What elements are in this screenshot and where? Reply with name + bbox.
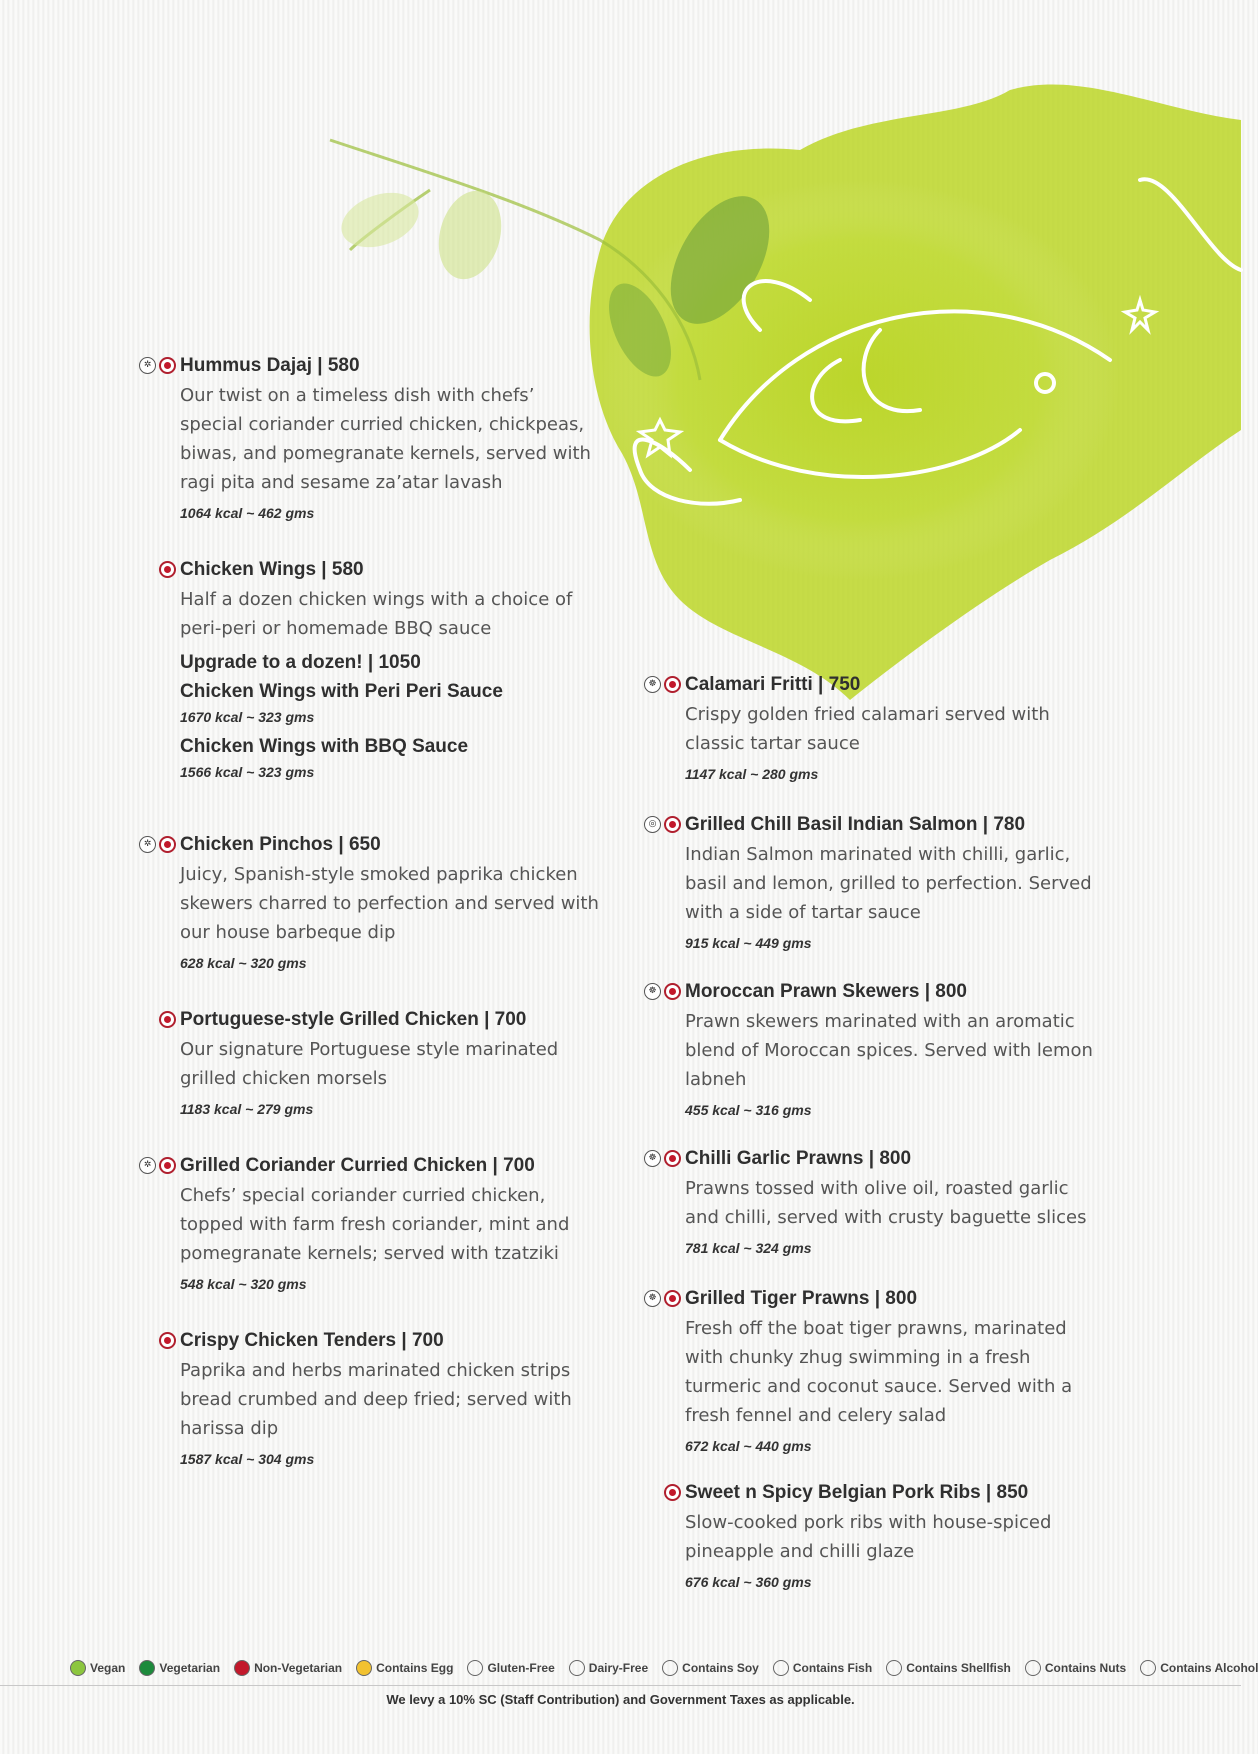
item-description: Crispy golden fried calamari served with classic tartar sauce bbox=[685, 704, 1050, 754]
wheat-icon bbox=[467, 1660, 483, 1676]
wheat-icon: ✲ bbox=[139, 357, 156, 374]
green-watercolor-glow bbox=[600, 180, 1120, 580]
item-title: Hummus Dajaj | 580 bbox=[180, 355, 360, 376]
menu-item-moroccan-prawn-skewers bbox=[648, 980, 1095, 1120]
item-nutrition: 1670 kcal ~ 323 gms bbox=[180, 709, 315, 725]
non-veg-icon bbox=[664, 1150, 681, 1167]
item-title: Sweet n Spicy Belgian Pork Ribs | 850 bbox=[685, 1482, 1029, 1503]
item-description: Our signature Portuguese style marinated grilled chicken morsels bbox=[180, 1039, 559, 1089]
item-description: Paprika and herbs marinated chicken strips bread crumbed and deep fried; served with harissa dip bbox=[180, 1360, 572, 1439]
menu-item-chicken-tenders bbox=[180, 1329, 600, 1469]
menu-item-chilli-garlic-prawns bbox=[648, 1147, 1095, 1258]
item-nutrition: 1587 kcal ~ 304 gms bbox=[180, 1451, 315, 1467]
wheat-icon: ✲ bbox=[139, 836, 156, 853]
item-nutrition: 1566 kcal ~ 323 gms bbox=[180, 764, 315, 780]
shellfish-icon: ☸ bbox=[644, 1150, 661, 1167]
item-variant-peri-peri: Chicken Wings with Peri Peri Sauce bbox=[180, 681, 503, 702]
fish-icon bbox=[773, 1660, 789, 1676]
menu-item-hummus-dajaj bbox=[143, 354, 600, 523]
item-upgrade-option: Upgrade to a dozen! | 1050 bbox=[180, 652, 421, 673]
menu-item-grilled-tiger-prawns bbox=[648, 1287, 1095, 1456]
legend-vegan: Vegan bbox=[70, 1660, 125, 1676]
menu-item-calamari-fritti bbox=[648, 673, 1095, 784]
milk-icon bbox=[569, 1660, 585, 1676]
shellfish-icon: ☸ bbox=[644, 676, 661, 693]
non-veg-icon bbox=[664, 983, 681, 1000]
item-title: Crispy Chicken Tenders | 700 bbox=[180, 1330, 444, 1351]
non-veg-icon bbox=[159, 1011, 176, 1028]
non-veg-icon bbox=[234, 1660, 250, 1676]
item-nutrition: 672 kcal ~ 440 gms bbox=[685, 1438, 812, 1454]
item-description: Indian Salmon marinated with chilli, garlic, basil and lemon, grilled to perfection. Served with a side of tartar sauce bbox=[685, 844, 1092, 923]
menu-item-belgian-pork-ribs bbox=[685, 1481, 1095, 1592]
item-title: Calamari Fritti | 750 bbox=[685, 674, 861, 695]
item-title: Grilled Chill Basil Indian Salmon | 780 bbox=[685, 814, 1026, 835]
egg-icon bbox=[356, 1660, 372, 1676]
item-description: Fresh off the boat tiger prawns, marinated with chunky zhug swimming in a fresh turmeric and coconut sauce. Served with a fresh fennel and celery salad bbox=[685, 1318, 1073, 1426]
menu-item-chicken-wings bbox=[180, 558, 600, 782]
non-veg-icon bbox=[159, 357, 176, 374]
non-veg-icon bbox=[664, 816, 681, 833]
non-veg-icon bbox=[664, 676, 681, 693]
item-title: Grilled Coriander Curried Chicken | 700 bbox=[180, 1155, 535, 1176]
item-nutrition: 628 kcal ~ 320 gms bbox=[180, 955, 307, 971]
item-description: Juicy, Spanish-style smoked paprika chicken skewers charred to perfection and served with our house barbeque dip bbox=[180, 864, 599, 943]
menu-item-indian-salmon bbox=[648, 813, 1095, 953]
item-nutrition: 1147 kcal ~ 280 gms bbox=[685, 766, 819, 782]
item-title: Portuguese-style Grilled Chicken | 700 bbox=[180, 1009, 527, 1030]
item-title: Chicken Wings | 580 bbox=[180, 559, 364, 580]
legend-fish: Contains Fish bbox=[773, 1660, 872, 1676]
legend-nuts: Contains Nuts bbox=[1025, 1660, 1126, 1676]
item-variant-bbq: Chicken Wings with BBQ Sauce bbox=[180, 736, 469, 757]
item-nutrition: 1183 kcal ~ 279 gms bbox=[180, 1101, 314, 1117]
legend-non-vegetarian: Non-Vegetarian bbox=[234, 1660, 342, 1676]
legend-vegetarian: Vegetarian bbox=[139, 1660, 220, 1676]
vegan-icon bbox=[70, 1660, 86, 1676]
footer-tax-note: We levy a 10% SC (Staff Contribution) and Government Taxes as applicable. bbox=[386, 1692, 855, 1707]
legend-alcohol: Contains Alcohol bbox=[1140, 1660, 1258, 1676]
shellfish-icon: ☸ bbox=[644, 1290, 661, 1307]
non-veg-icon bbox=[159, 1157, 176, 1174]
non-veg-icon bbox=[664, 1484, 681, 1501]
dietary-legend bbox=[70, 1660, 1258, 1676]
shellfish-icon: ☸ bbox=[644, 983, 661, 1000]
item-description: Slow-cooked pork ribs with house-spiced pineapple and chilli glaze bbox=[685, 1512, 1052, 1562]
non-veg-icon bbox=[664, 1290, 681, 1307]
footer-divider bbox=[0, 1685, 1241, 1686]
menu-item-portuguese-chicken bbox=[180, 1008, 600, 1119]
item-nutrition: 781 kcal ~ 324 gms bbox=[685, 1240, 812, 1256]
item-title: Chilli Garlic Prawns | 800 bbox=[685, 1148, 912, 1169]
item-title: Moroccan Prawn Skewers | 800 bbox=[685, 981, 968, 1002]
menu-item-coriander-chicken bbox=[143, 1154, 600, 1294]
item-description: Chefs’ special coriander curried chicken, topped with farm fresh coriander, mint and pomegranate kernels; served with tzatziki bbox=[180, 1185, 570, 1264]
item-nutrition: 676 kcal ~ 360 gms bbox=[685, 1574, 812, 1590]
item-description: Our twist on a timeless dish with chefs’ special coriander curried chicken, chickpeas, biwas, and pomegranate kernels, served with ragi pita and sesame za’atar lavash bbox=[180, 385, 591, 493]
legend-egg: Contains Egg bbox=[356, 1660, 453, 1676]
legend-dairy-free: Dairy-Free bbox=[569, 1660, 648, 1676]
fish-icon: ◎ bbox=[644, 816, 661, 833]
vegetarian-icon bbox=[139, 1660, 155, 1676]
glass-icon bbox=[1140, 1660, 1156, 1676]
legend-shellfish: Contains Shellfish bbox=[886, 1660, 1011, 1676]
item-description: Prawns tossed with olive oil, roasted garlic and chilli, served with crusty baguette slices bbox=[685, 1178, 1087, 1228]
non-veg-icon bbox=[159, 1332, 176, 1349]
item-nutrition: 548 kcal ~ 320 gms bbox=[180, 1276, 307, 1292]
item-description: Half a dozen chicken wings with a choice of peri-peri or homemade BBQ sauce bbox=[180, 589, 573, 639]
item-title: Grilled Tiger Prawns | 800 bbox=[685, 1288, 918, 1309]
nut-icon bbox=[1025, 1660, 1041, 1676]
item-nutrition: 1064 kcal ~ 462 gms bbox=[180, 505, 315, 521]
legend-gluten-free: Gluten-Free bbox=[467, 1660, 554, 1676]
item-title: Chicken Pinchos | 650 bbox=[180, 834, 381, 855]
item-description: Prawn skewers marinated with an aromatic blend of Moroccan spices. Served with lemon labneh bbox=[685, 1011, 1093, 1090]
non-veg-icon bbox=[159, 836, 176, 853]
shellfish-icon bbox=[886, 1660, 902, 1676]
item-nutrition: 455 kcal ~ 316 gms bbox=[685, 1102, 812, 1118]
non-veg-icon bbox=[159, 561, 176, 578]
menu-item-chicken-pinchos bbox=[143, 833, 600, 973]
soy-leaf-icon bbox=[662, 1660, 678, 1676]
legend-soy: Contains Soy bbox=[662, 1660, 759, 1676]
wheat-icon: ✲ bbox=[139, 1157, 156, 1174]
item-nutrition: 915 kcal ~ 449 gms bbox=[685, 935, 812, 951]
